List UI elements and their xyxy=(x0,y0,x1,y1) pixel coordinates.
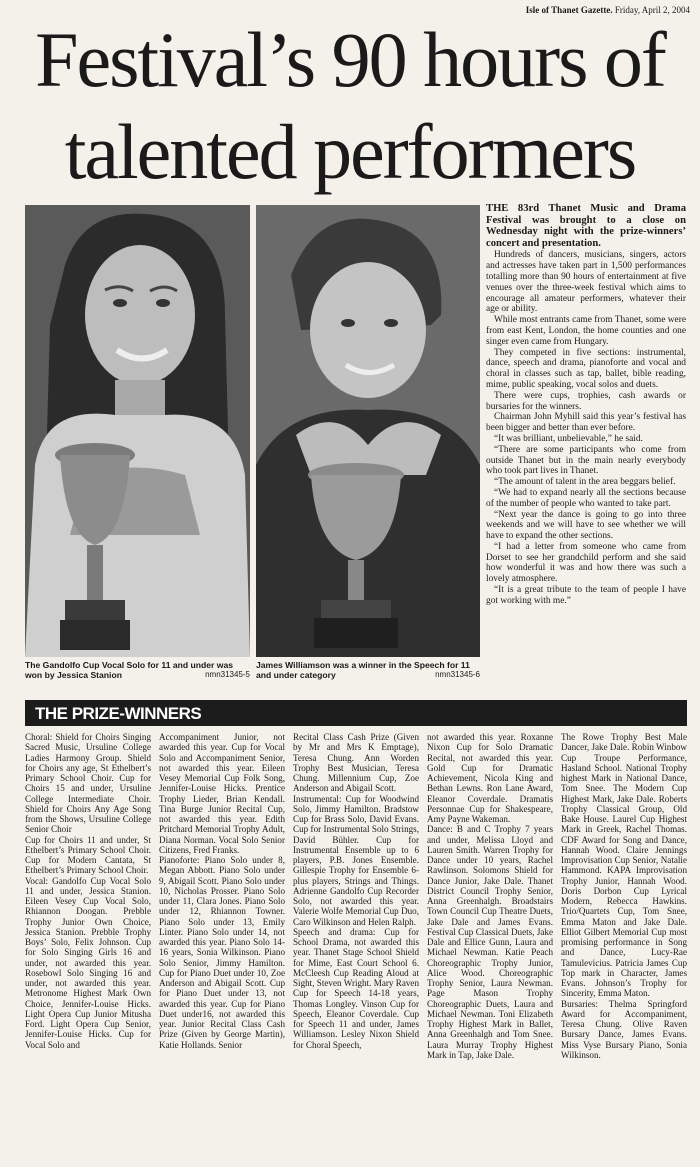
lead-paragraph: “The amount of talent in the area beggars belief. xyxy=(494,477,676,488)
section-banner xyxy=(25,700,687,726)
prize-paragraph: Accompaniment Junior, not awarded this year. Cup for Vocal Solo and Accompaniment Senior, not awarded this year. Eileen Vesey Memorial Cup Folk Song, Jennifer-Louise Hicks. Prentice Trophy Lieder, Brian Kendall. Tina Burge Junior Recital Cup, not awarded this year. Edith Pritchard Memorial Trophy Adult, Diana Norman. Vocal Solo Senior Citizens, Fred Franks. xyxy=(159,732,285,855)
photo-reference: nmn31345-6 xyxy=(435,670,480,679)
photo-reference: nmn31345-5 xyxy=(205,670,250,679)
prize-paragraph: Choral: Shield for Choirs Singing Sacred Music, Ursuline College Ladies Harmony Group. Shield for Choirs any age, St Ethelbert’s Primary School Choir. Cup for Choirs 15 and under, Ursuline College Intermediate Choir. Shield for Choirs Any Age Song from the Shows, Ursuline College Senior Choir xyxy=(25,732,151,835)
lead-paragraph: While most entrants came from Thanet, some were from east Kent, London, the home counties and one singer even came from Hungary. xyxy=(486,315,686,347)
lead-paragraph: Hundreds of dancers, musicians, singers, actors and actresses have taken part in 1,500 performances totalling more than 90 hours of entertainment at five venues over the three-week festival which aims to encourage all amateur performers, whatever their age or ability. xyxy=(486,250,686,315)
headline-line-1: Festival’s 90 hours of xyxy=(35,16,665,103)
lead-article xyxy=(486,203,686,607)
photo-boy-with-trophy xyxy=(256,205,480,657)
prize-paragraph: Pianoforte: Piano Solo under 8, Megan Abbott. Piano Solo under 9, Abigail Scott. Piano Solo under 10, Nicholas Prosser. Piano Solo under 11, Clara Jones. Piano Solo under 12, Rhiannon Towner. Piano Solo under 13, Emily Linter. Piano Solo under 14, not awarded this year. Piano Solo 14-16 years, Sonia Wilkinson. Piano Solo Senior, Jimmy Hamilton. Cup for Piano Duet under 10, Zoe Anderson and Abigail Scott. Cup for Piano Duet under 13, not awarded this year. Cup for Piano Duet under16, not awarded this year. Junior Recital Class Cash Prize (Given by George Martin), Katie Hollands. Senior xyxy=(159,855,285,1050)
prize-paragraph: Instrumental: Cup for Woodwind Solo, Jimmy Hamilton. Bradstow Cup for Brass Solo, David Evans. Cup for Instrumental Solo Strings, David Bühler. Cup for Instrumental Ensemble up to 6 players, P.B. Jones Ensemble. Gillespie Trophy for Ensemble 6-plus players, Strings and Things. Adrienne Gandolfo Cup Recorder Solo, not awarded this year. Valerie Wolfe Memorial Cup Duo, Caro Wilkinson and Helen Ralph. xyxy=(293,793,419,927)
prize-paragraph: Vocal: Gandolfo Cup Vocal Solo 11 and under, Jessica Stanion. Eileen Vesey Cup Vocal Solo, Rhiannon Doogan. Prebble Trophy Junior Own Choice, Jessica Stanion. Prebble Trophy Boys’ Solo, Felix Johnson. Cup for Solo Singing Girls 16 and under, not awarded this year. Rosebowl Solo Singing 16 and under, not awarded this year. Metronome Highest Mark Own Choice, Jennifer-Louise Hicks. Light Opera Cup Junior Mitusha Ford. Light Opera Cup Senior, Jennifer-Louise Hicks. Cup for Vocal Solo and xyxy=(25,875,151,1050)
prize-winners-columns xyxy=(25,732,687,1167)
prize-paragraph: The Rowe Trophy Best Male Dancer, Jake Dale. Robin Winbow Cup Troupe Performance, Hasland School. National Trophy highest Mark in National Dance, Tom Snee. The Modern Cup Highest Mark, Jake Dale. Roberts Trophy Classical Group, Old Bake House. Laurel Cup Highest Mark in Greek, Rachel Thomas. CDF Award for Song and Dance, Hannah Wood. Claire Jennings Improvisation Cup Senior, Natalie Hammond. KAPA Improvisation Trophy Junior, Hannah Wood. Doris Dorbon Cup Lyrical Modern, Rebecca Hawkins. Trio/Quartets Cup, Tom Snee, Emma Maton and Jake Dale. Elliot Gilbert Memorial Cup most promising performance in Song and Dance, Lucy-Rae Tamulevicius. Patricia James Cup Top mark in Character, James Evans. Johnson’s Trophy for Sincerity, Emma Maton. xyxy=(561,732,687,999)
lead-paragraph: “Next year the dance is going to go into three weekends and we will have to see whether we will have to expand the other sections. xyxy=(486,509,686,542)
lead-paragraph: Chairman John Myhill said this year’s festival has been bigger and better than ever before. xyxy=(486,412,686,434)
photo-caption-1 xyxy=(25,660,250,680)
lead-paragraph: “It is a great tribute to the team of people I have got working with me.” xyxy=(486,585,686,606)
prize-paragraph: not awarded this year. Roxanne Nixon Cup for Solo Dramatic Recital, not awarded this year. Gold Cup for Dramatic Achievement, Nicola King and Bethan Lewns. Ron Lane Award, Eleanor Coverdale. Dramatis Personnae Cup for Shakespeare, Amy Payne Wakeman. xyxy=(427,732,553,824)
headline-line-2: talented performers xyxy=(64,108,636,195)
prize-paragraph: Recital Class Cash Prize (Given by Mr and Mrs K Emptage), Teresa Chung. Ann Worden Trophy Best Musician, Teresa Chung. Millennium Cup, Zoe Anderson and Abigail Scott. xyxy=(293,732,419,794)
photo-caption-2 xyxy=(256,660,480,680)
prize-column-5 xyxy=(561,732,687,1167)
page-folio xyxy=(526,5,690,15)
section-title: THE PRIZE-WINNERS xyxy=(35,704,202,723)
photo-james-williamson xyxy=(256,205,480,657)
prize-column-2 xyxy=(159,732,285,1167)
lead-paragraph: There were cups, trophies, cash awards or bursaries for the winners. xyxy=(486,390,686,412)
prize-paragraph: Dance: B and C Trophy 7 years and under, Melissa Lloyd and Lauren Smith. Warren Trophy for Dance under 10 years, Rachel Rawlinson. Solomons Shield for Dance Junior, Jake Dale. Thanet District Council Trophy Senior, Anna Greenhalgh. Broadstairs Town Council Cup Theatre Duets, Jake Dale and James Evans. Festival Cup Classical Duets, Jake Dale and Ellice Gunn, Laura and Michael Newman. Katie Peach Choreographic Trophy Junior, Alice Wood. Choreographic Trophy Senior, Laura Newman. Page Mason Trophy Choreographic Duets, Laura and Michael Newman. Toni Elizabeth Trophy Highest Mark in Ballet, Anna Greenhalgh and Tom Snee. Laura Murray Trophy Highest Mark in Tap, Jake Dale. xyxy=(427,824,553,1060)
lead-paragraph: “I had a letter from someone who came from Dorset to see her grandchild perform and she said how wonderful it was and how there was such a lovely atmosphere. xyxy=(486,541,686,585)
prize-paragraph: Speech and drama: Cup for School Drama, not awarded this year. Thanet Stage School Shield for Mime, East Court School 6. McCleesh Cup Reading Aloud at Sight, Steven Wright. Mary Raven Cup for Speech 14-18 years, Thomas Longley. Vinson Cup for Speech, Eleanor Coverdale. Cup for Speech 11 and under, James Williamson. Lesley Nixon Shield for Choral Speech, xyxy=(293,926,419,1050)
caption-text: The Gandolfo Cup Vocal Solo for 11 and under was won by Jessica Stanion xyxy=(25,660,234,680)
caption-text: James Williamson was a winner in the Speech for 11 and under category xyxy=(256,660,470,680)
prize-column-3 xyxy=(293,732,419,1167)
lead-paragraph: “It was brilliant, unbelievable,” he said. xyxy=(494,433,643,444)
lead-paragraph: They competed in five sections: instrumental, dance, speech and drama, pianoforte and vocal and choral in classes such as tap, ballet, bible reading, mime, public speaking, vocal solos and duets. xyxy=(486,347,686,390)
newspaper-name: Isle of Thanet Gazette. xyxy=(525,5,613,15)
prize-paragraph: Cup for Choirs 11 and under, St Ethelbert’s Primary School Choir. Cup for Modern Cantata, St Ethelbert’s Primary School Choir. xyxy=(25,834,151,876)
prize-paragraph: Bursaries: Thelma Springford Award for Accompaniment, Teresa Chung. Olive Raven Bursary Dance, James Evans. Miss Vyse Bursary Piano, Sonia Wilkinson. xyxy=(561,998,687,1060)
lead-intro: THE 83rd Thanet Music and Drama Festival was brought to a close on Wednesday night with the prize-winners’ concert and presentation. xyxy=(486,203,686,249)
lead-paragraph: “We had to expand nearly all the sections because of the number of people who wanted to take part. xyxy=(486,487,686,509)
lead-paragraph: “There are some participants who come from outside Thanet but in the main nearly everybody who took part lives in Thanet. xyxy=(486,444,686,477)
photo-jessica-stanion xyxy=(25,205,250,657)
prize-column-1 xyxy=(25,732,151,1167)
photo-girl-with-trophy xyxy=(25,205,250,657)
issue-date: Friday, April 2, 2004 xyxy=(614,5,690,15)
prize-column-4 xyxy=(427,732,553,1167)
